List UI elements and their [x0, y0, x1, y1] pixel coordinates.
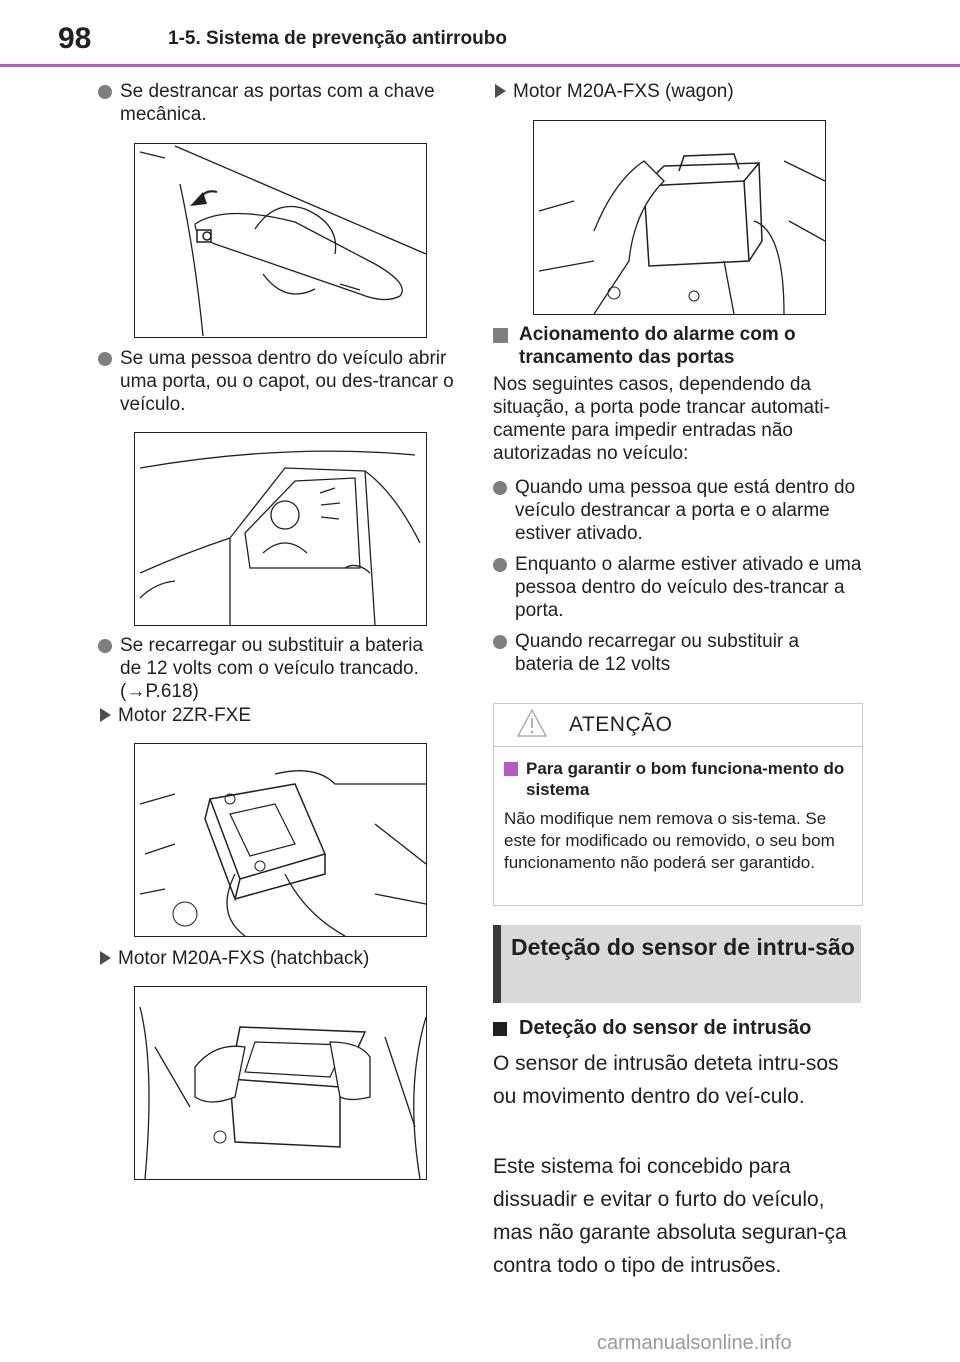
subheading-text: Acionamento do alarme com o trancamento das portas: [519, 324, 796, 368]
figure-door-key: [134, 143, 427, 338]
arrow-right-icon: [100, 951, 111, 965]
figure-engine-2zr: [134, 743, 427, 937]
bullet-dot-icon: [493, 481, 507, 495]
square-bullet-icon: [493, 328, 508, 343]
warning-body: Não modifique nem remova o sis-tema. Se este for modificado ou removido, o seu bom funcionamento não poderá ser garantido.: [504, 809, 835, 872]
bullet-item: [493, 630, 845, 676]
bullet-item: [98, 80, 490, 126]
bullet-text: Quando uma pessoa que está dentro do veículo destrancar a porta e o alarme estiver ativado.: [515, 477, 856, 544]
subheading: [493, 323, 869, 369]
warning-header: [494, 704, 862, 747]
bullet-dot-icon: [98, 85, 112, 99]
bullet-text: Enquanto o alarme estiver ativado e uma pessoa dentro do veículo des-trancar a porta.: [515, 554, 862, 621]
warning-subheading-text: Para garantir o bom funciona-mento do sistema: [526, 759, 845, 799]
section-heading-text: Deteção do sensor de intru-são: [511, 934, 855, 960]
bullet-item: [493, 476, 885, 545]
watermark: carmanualsonline.info: [597, 1332, 792, 1354]
section-title: 1-5. Sistema de prevenção antirroubo: [168, 28, 507, 49]
battery-hatchback-illustration: [135, 987, 426, 1179]
bullet-item: [98, 347, 480, 416]
bullet-text-line: Se recarregar ou substituir a bateria: [120, 635, 424, 656]
figure-engine-m20a-hatchback: [134, 986, 427, 1180]
arrow-item: [98, 947, 448, 970]
subheading: [493, 1017, 889, 1040]
warning-box: [493, 703, 863, 906]
paragraph: Nos seguintes casos, dependendo da situação, a porta pode trancar automati-camente para impedir entradas não autorizadas no veículo:: [493, 374, 830, 464]
bullet-text: Se destrancar as portas com a chave mecânica.: [120, 81, 435, 125]
section-heading: [493, 925, 861, 1003]
square-bullet-icon: [493, 1022, 507, 1036]
arrow-right-icon: [495, 84, 506, 98]
page-reference: (→P.618): [120, 681, 199, 702]
arrow-item-text: Motor M20A-FXS (wagon): [513, 81, 734, 102]
figure-person-in-car: [134, 432, 427, 626]
bullet-text: Quando recarregar ou substituir a bateria de 12 volts: [515, 631, 800, 675]
battery-wagon-illustration: [534, 121, 825, 314]
paragraph: Este sistema foi concebido para dissuadir e evitar o furto do veículo, mas não garante absoluta seguran-ça contra todo o tipo de intrusões.: [493, 1155, 847, 1277]
door-handle-illustration: [135, 144, 426, 337]
person-door-illustration: [135, 433, 426, 625]
arrow-right-icon: [100, 708, 111, 722]
figure-engine-m20a-wagon: [533, 120, 826, 315]
battery-2zr-illustration: [135, 744, 426, 936]
bullet-item: [493, 553, 885, 622]
warning-triangle-icon: [516, 708, 548, 738]
square-bullet-icon: [504, 762, 518, 776]
bullet-dot-icon: [98, 639, 112, 653]
bullet-dot-icon: [493, 558, 507, 572]
bullet-item: [98, 634, 490, 703]
arrow-item-text: Motor M20A-FXS (hatchback): [118, 948, 370, 969]
page-number: 98: [58, 22, 92, 55]
warning-subheading: [504, 758, 856, 800]
subheading-text: Deteção do sensor de intrusão: [519, 1017, 812, 1039]
bullet-text-line: de 12 volts com o veículo trancado.: [120, 658, 419, 679]
arrow-item: [493, 80, 843, 103]
bullet-dot-icon: [493, 635, 507, 649]
bullet-text: Se uma pessoa dentro do veículo abrir uma porta, ou o capot, ou des-trancar o veículo.: [120, 348, 454, 415]
section-heading-bar: [493, 925, 501, 1003]
bullet-dot-icon: [98, 352, 112, 366]
warning-title: ATENÇÃO: [569, 713, 673, 736]
paragraph: O sensor de intrusão deteta intru-sos ou movimento dentro do veí-culo.: [493, 1052, 839, 1108]
arrow-item: [98, 704, 418, 727]
arrow-item-text: Motor 2ZR-FXE: [118, 705, 252, 726]
header-divider: [0, 64, 960, 67]
